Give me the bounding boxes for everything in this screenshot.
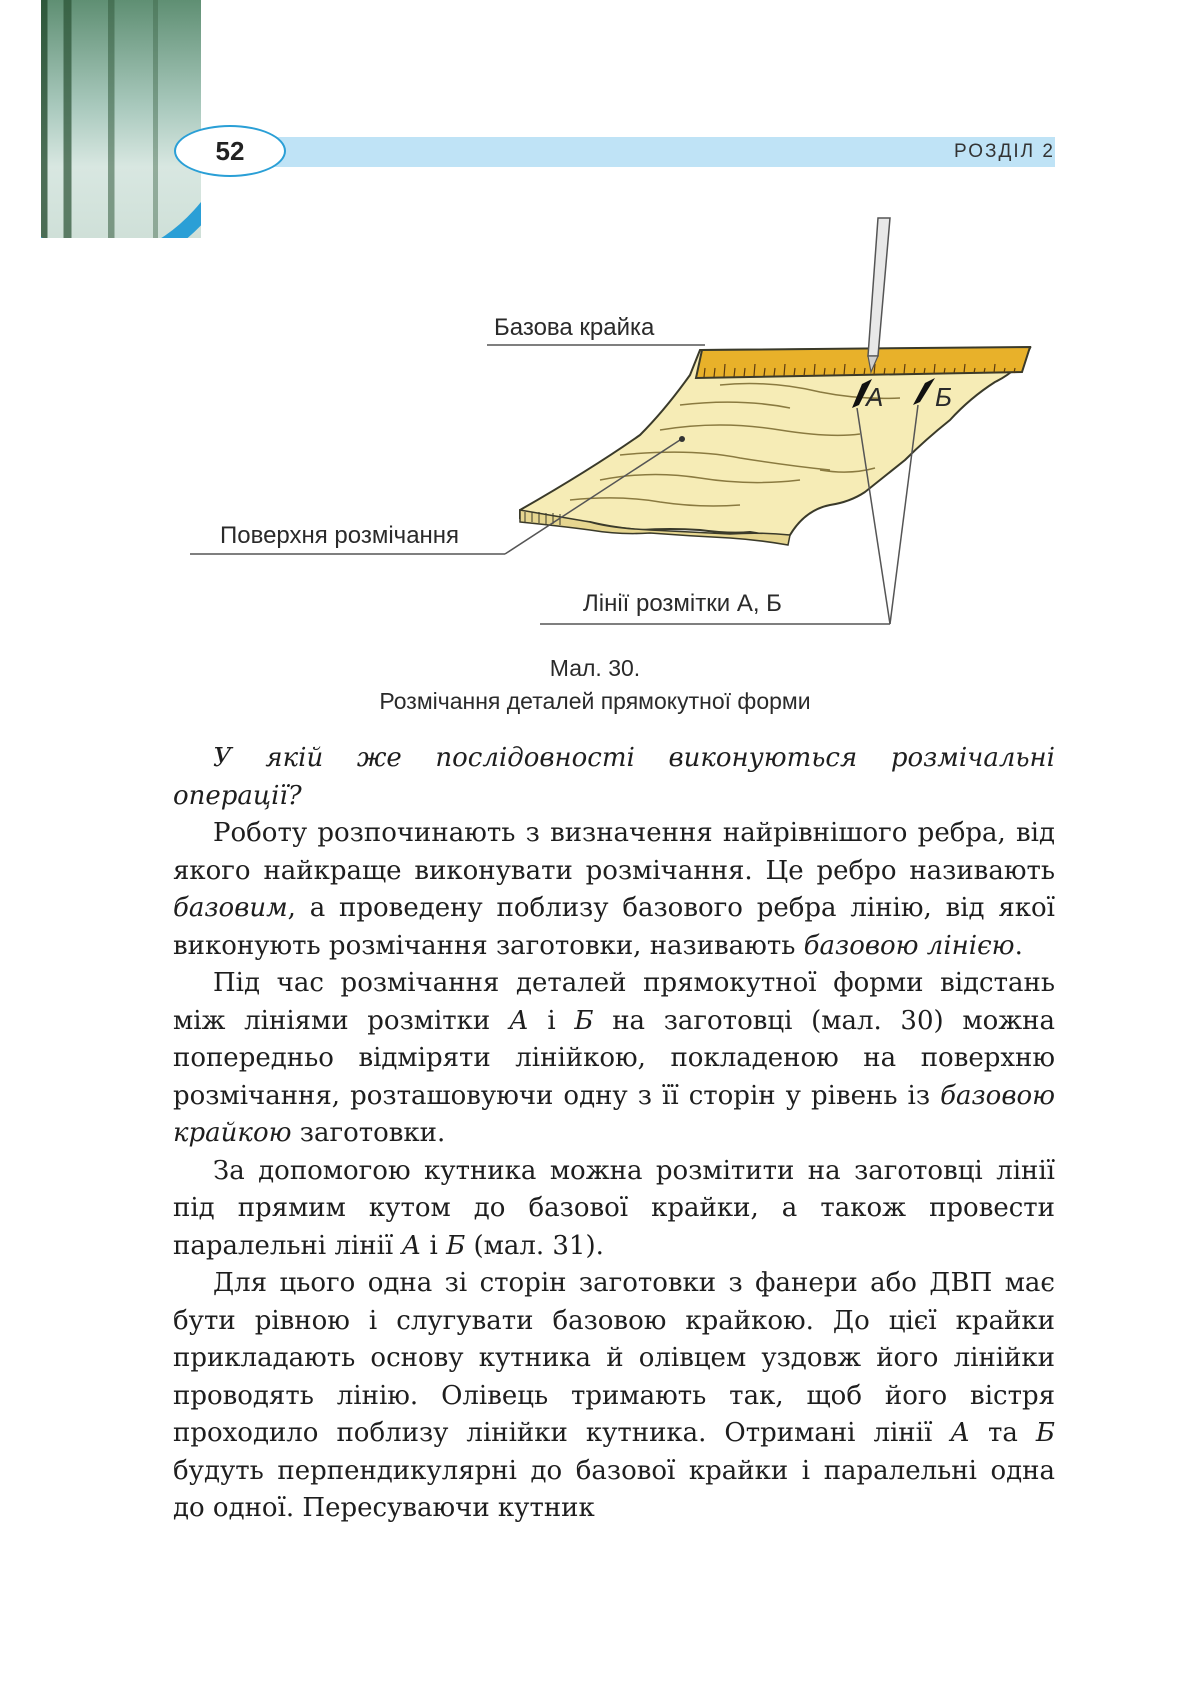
paragraph-4: Для цього одна зі сторін заготовки з фанери або ДВП має бути рівною і слугувати базовою крайкою. До цієї крайки прикладають основу кутника й олівцем уздовж його лінійки проводять лінію. Олівець тримають так, щоб його вістря проходило поблизу лінійки кутника. Отримані лінії А та Б будуть перпендикулярні до базової крайки і паралельні одна до одної. Пересуваючи кутник: [173, 1268, 1055, 1523]
pencil-body: [868, 218, 890, 356]
section-label: РОЗДІЛ 2: [954, 141, 1055, 162]
paragraph-3: За допомогою кутника можна розмітити на заготовці лінії під прямим кутом до базової крайки, а також провести паралельні лінії А і Б (мал. 31).: [173, 1155, 1055, 1261]
figure-drawing: [0, 200, 1190, 640]
figure-caption-title: Розмічання деталей прямокутної форми: [379, 688, 811, 714]
header-band: [262, 137, 1055, 167]
body-text: [173, 740, 1055, 1528]
label-mark-b: Б: [935, 382, 952, 412]
paragraph-2: Під час розмічання деталей прямокутної форми відстань між лініями розмітки А і Б на заготовці (мал. 30) можна попередньо відміряти лінійкою, покладеною на поверхню розмічання, розташовуючи одну з її сторін у рівень із базовою крайкою заготовки.: [173, 968, 1055, 1148]
page-number: 52: [174, 125, 286, 177]
label-surface: Поверхня розмічання: [220, 522, 460, 549]
label-marking-lines: Лінії розмітки А, Б: [583, 590, 782, 617]
question-heading: У якій же послідовності виконуються розмічальні операції?: [173, 743, 1055, 811]
figure-30: [0, 200, 1190, 640]
ruler: [696, 347, 1030, 378]
paragraph-1: Роботу розпочинають з визначення найрівнішого ребра, від якого найкраще виконувати розмічання. Це ребро називають базовим, а проведену поблизу базового ребра лінію, від якої виконують розмічання заготовки, називають базовою лінією.: [173, 818, 1055, 961]
label-base-edge: Базова крайка: [494, 314, 655, 341]
label-mark-a: А: [866, 382, 884, 412]
figure-caption-number: Мал. 30.: [549, 655, 641, 681]
